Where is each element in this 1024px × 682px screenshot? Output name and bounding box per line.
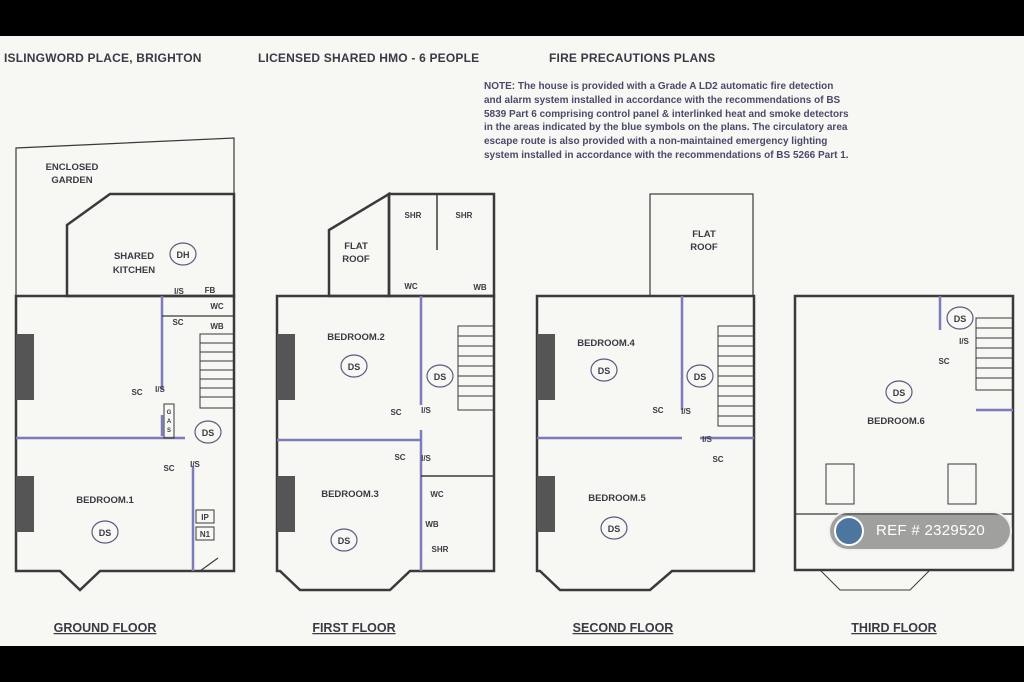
sc-label: SC <box>172 318 184 327</box>
wb-label: WB <box>473 283 487 292</box>
address-heading: ISLINGWORD PLACE, BRIGHTON <box>4 51 202 65</box>
home-logo-icon <box>834 516 864 546</box>
is-label: I/S <box>681 407 691 416</box>
wb-label: WB <box>210 322 224 331</box>
first-floor-plan <box>277 194 494 590</box>
reference-number: REF # 2329520 <box>876 522 985 539</box>
gas-label: S <box>166 428 172 434</box>
ds-label: DS <box>953 314 967 324</box>
wc-label: WC <box>404 282 418 291</box>
ds-label: DS <box>201 428 215 438</box>
is-label: I/S <box>190 460 200 469</box>
wc-label: WC <box>210 302 224 311</box>
third-floor-caption: THIRD FLOOR <box>851 621 937 635</box>
flat-roof-label: ROOF <box>342 254 370 265</box>
note-line: NOTE: The house is provided with a Grade A LD2 automatic fire detection <box>484 81 834 92</box>
ground-floor-plan <box>16 138 234 590</box>
second-floor-plan <box>537 194 754 590</box>
ds-label: DS <box>337 536 351 546</box>
shr-label: SHR <box>431 545 449 554</box>
bedroom-1-label: BEDROOM.1 <box>76 495 134 506</box>
note-line: 5839 Part 6 comprising control panel & interlinked heat and smoke detectors <box>484 108 849 120</box>
is-label: I/S <box>155 385 165 394</box>
sc-label: SC <box>652 406 664 415</box>
ip-label: IP <box>201 513 209 522</box>
plans-title: FIRE PRECAUTIONS PLANS <box>549 51 716 65</box>
sc-label: SC <box>131 388 143 397</box>
sc-label: SC <box>163 464 175 473</box>
is-label: I/S <box>174 287 184 296</box>
flat-roof-label: FLAT <box>692 229 716 240</box>
sc-label: SC <box>938 357 950 366</box>
fb-label: FB <box>204 286 216 295</box>
note-line: system installed in accordance with the recommendations of BS 5266 Part 1. <box>484 149 849 161</box>
sc-label: SC <box>394 453 406 462</box>
bedroom-3-label: BEDROOM.3 <box>321 489 379 500</box>
reference-watermark <box>828 511 1012 551</box>
ds-label: DS <box>597 366 611 376</box>
ds-label: DS <box>433 372 447 382</box>
note-line: and alarm system installed in accordance with the recommendations of BS <box>484 94 841 106</box>
sc-label: SC <box>712 455 724 464</box>
ds-label: DS <box>607 524 621 534</box>
licence-heading: LICENSED SHARED HMO - 6 PEOPLE <box>258 51 480 65</box>
bedroom-4-label: BEDROOM.4 <box>577 338 635 349</box>
flat-roof-label: ROOF <box>690 242 718 253</box>
ground-floor-caption: GROUND FLOOR <box>53 621 157 635</box>
flat-roof-label: FLAT <box>344 241 368 252</box>
kitchen-label: SHARED <box>113 251 155 262</box>
ds-label: DS <box>892 388 906 398</box>
bedroom-2-label: BEDROOM.2 <box>327 332 385 343</box>
is-label: I/S <box>421 406 431 415</box>
bedroom-5-label: BEDROOM.5 <box>588 493 646 504</box>
second-floor-caption: SECOND FLOOR <box>572 621 674 635</box>
is-label: I/S <box>421 454 431 463</box>
shr-label: SHR <box>404 211 422 220</box>
note-line: escape route is also provided with a non-maintained emergency lighting <box>484 136 828 148</box>
ds-label: DS <box>347 362 361 372</box>
gas-label: A <box>166 419 172 425</box>
wb-label: WB <box>425 520 439 529</box>
sc-label: SC <box>390 408 402 417</box>
first-floor-caption: FIRST FLOOR <box>312 621 396 635</box>
kitchen-label: KITCHEN <box>112 265 156 276</box>
is-label: I/S <box>959 337 969 346</box>
shr-label: SHR <box>455 211 473 220</box>
is-label: I/S <box>702 435 712 444</box>
note-line: in the areas indicated by the blue symbols on the plans. The circulatory area <box>484 122 848 134</box>
garden-label: ENCLOSED <box>45 162 99 173</box>
n1-label: N1 <box>199 530 211 539</box>
dh-label: DH <box>176 250 190 260</box>
ds-label: DS <box>98 528 112 538</box>
bedroom-6-label: BEDROOM.6 <box>867 416 925 427</box>
ds-label: DS <box>693 372 707 382</box>
garden-label: GARDEN <box>51 175 93 186</box>
gas-label: G <box>166 410 172 416</box>
wc-label: WC <box>430 490 444 499</box>
